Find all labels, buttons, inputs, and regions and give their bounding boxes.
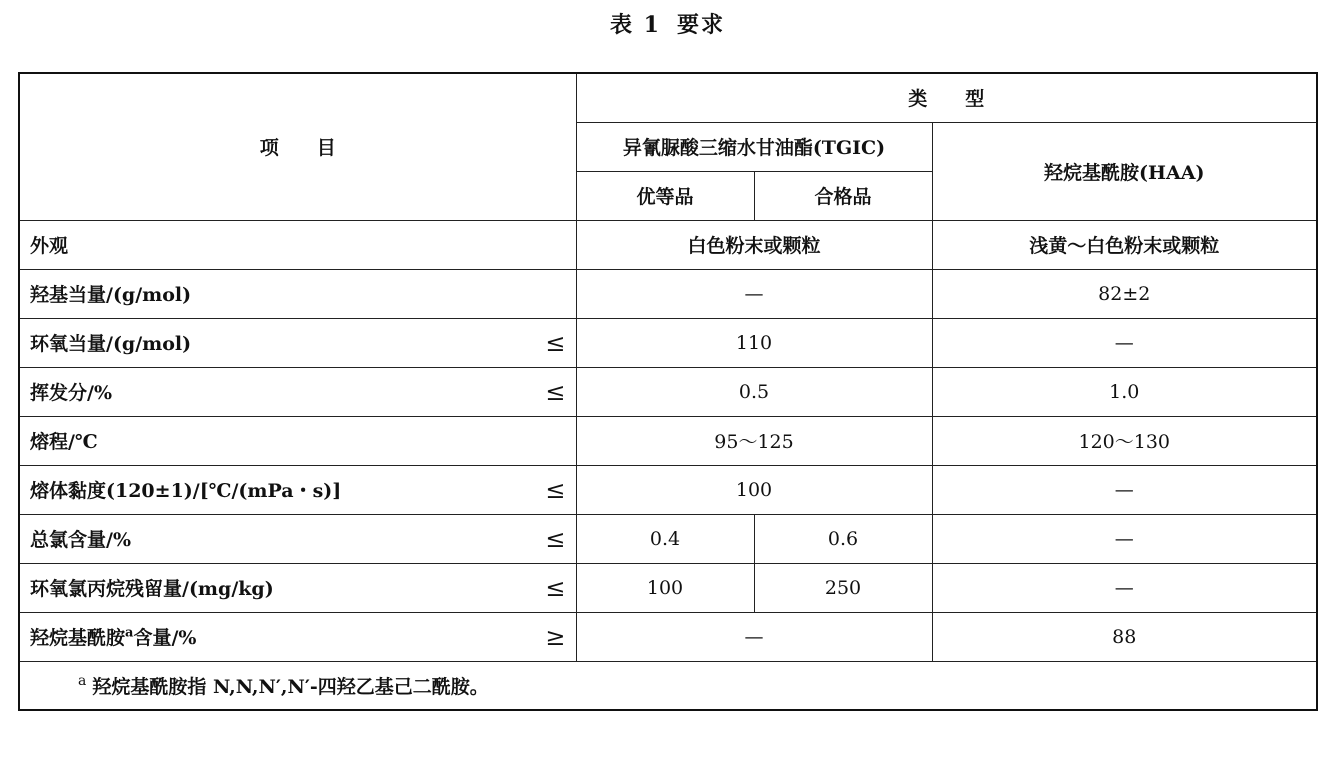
row-haa-value: 120～130 xyxy=(932,416,1317,465)
row-item: 环氧当量/(g/mol) ≤ xyxy=(19,318,576,367)
footnote xyxy=(19,661,1317,710)
footnote-mark: a xyxy=(78,673,87,690)
relation-symbol: ≤ xyxy=(545,573,566,602)
row-item: 羟烷基酰胺$^a$含量/% ≥ xyxy=(19,612,576,661)
table-number: 表 1 xyxy=(610,12,661,38)
row-haa-value: — xyxy=(932,465,1317,514)
row-haa-value: — xyxy=(932,318,1317,367)
header-tgic: 异氰脲酸三缩水甘油酯(TGIC) xyxy=(576,122,932,171)
row-qualified-value: 0.6 xyxy=(754,514,932,563)
row-tgic-value: — xyxy=(576,269,932,318)
table-row xyxy=(19,220,1317,269)
row-item: 羟基当量/(g/mol) xyxy=(19,269,576,318)
relation-symbol: ≥ xyxy=(545,622,566,651)
table-row xyxy=(19,465,1317,514)
table-row xyxy=(19,269,1317,318)
header-qualified: 合格品 xyxy=(754,171,932,220)
header-item: 项 目 xyxy=(19,73,576,220)
row-qualified-value: 250 xyxy=(754,563,932,612)
requirements-table xyxy=(18,72,1318,711)
header-type: 类 型 xyxy=(576,73,1317,122)
row-item: 熔体黏度(120±1)/[℃/(mPa・s)] ≤ xyxy=(19,465,576,514)
row-tgic-value: 95～125 xyxy=(576,416,932,465)
row-tgic-value: 100 xyxy=(576,465,932,514)
row-haa-value: 1.0 xyxy=(932,367,1317,416)
row-item: 总氯含量/% ≤ xyxy=(19,514,576,563)
footnote-ref: a xyxy=(125,625,134,641)
row-tgic-value: — xyxy=(576,612,932,661)
row-item: 熔程/℃ xyxy=(19,416,576,465)
table-title xyxy=(0,8,1335,39)
row-premium-value: 100 xyxy=(576,563,754,612)
table-row xyxy=(19,318,1317,367)
row-haa-value: 88 xyxy=(932,612,1317,661)
table-row xyxy=(19,367,1317,416)
table-row xyxy=(19,514,1317,563)
relation-symbol: ≤ xyxy=(545,328,566,357)
table-row xyxy=(19,563,1317,612)
row-haa-value: 82±2 xyxy=(932,269,1317,318)
row-premium-value: 0.4 xyxy=(576,514,754,563)
relation-symbol: ≤ xyxy=(545,475,566,504)
row-item: 环氧氯丙烷残留量/(mg/kg) ≤ xyxy=(19,563,576,612)
row-tgic-value: 0.5 xyxy=(576,367,932,416)
row-item: 外观 xyxy=(19,220,576,269)
table-row xyxy=(19,612,1317,661)
table-name: 要求 xyxy=(676,12,725,38)
footnote-row xyxy=(19,661,1317,710)
header-premium: 优等品 xyxy=(576,171,754,220)
row-haa-value: — xyxy=(932,514,1317,563)
row-item: 挥发分/% ≤ xyxy=(19,367,576,416)
table-row xyxy=(19,416,1317,465)
relation-symbol: ≤ xyxy=(545,377,566,406)
header-haa: 羟烷基酰胺(HAA) xyxy=(932,122,1317,220)
row-tgic-value: 白色粉末或颗粒 xyxy=(576,220,932,269)
relation-symbol: ≤ xyxy=(545,524,566,553)
row-haa-value: — xyxy=(932,563,1317,612)
header-row-1 xyxy=(19,73,1317,122)
row-tgic-value: 110 xyxy=(576,318,932,367)
row-haa-value: 浅黄～白色粉末或颗粒 xyxy=(932,220,1317,269)
footnote-text: 羟烷基酰胺指 N,N,N′,N′-四羟乙基己二酰胺。 xyxy=(92,675,489,698)
